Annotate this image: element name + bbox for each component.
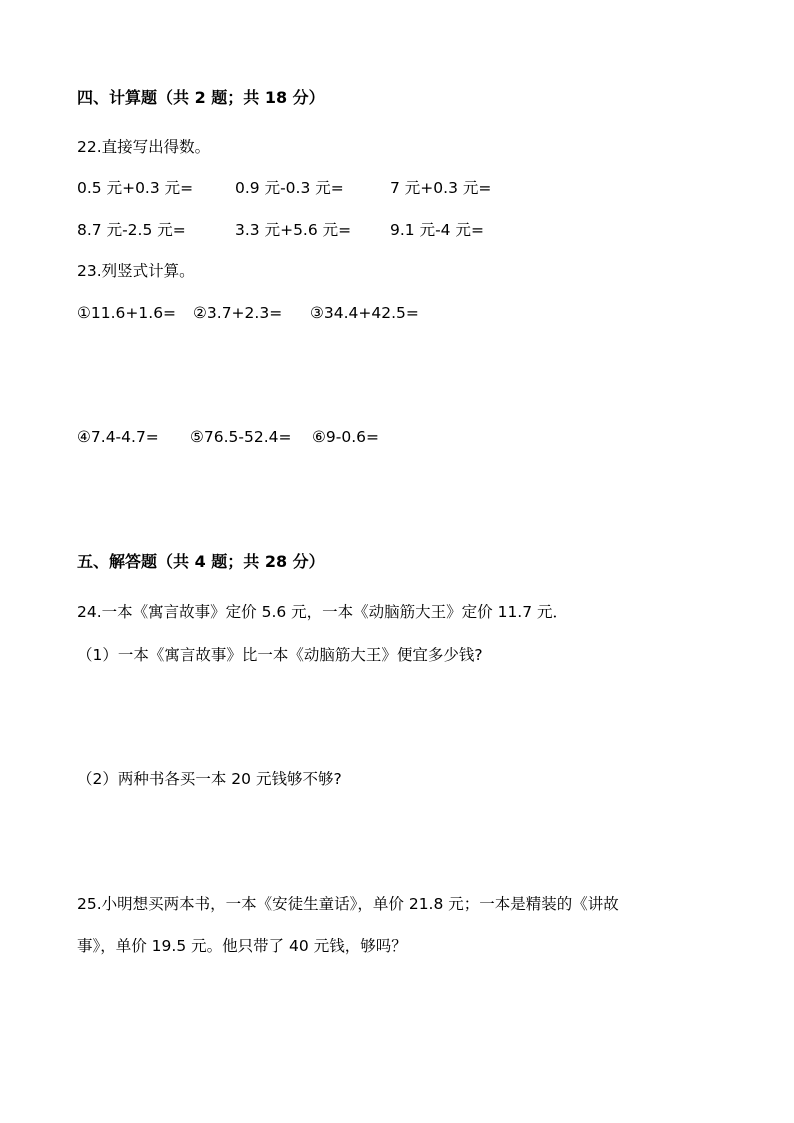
- section-5-heading: 五、解答题（共 4 题；共 28 分）: [77, 552, 325, 571]
- q23-item-5: [190, 426, 292, 448]
- q23-expression: 11.6+1.6=: [90, 304, 177, 322]
- q22-item-1: 0.5 元+0.3 元=: [77, 179, 194, 197]
- circled-number: ⑤: [190, 428, 204, 446]
- q22-item-5: 3.3 元+5.6 元=: [235, 221, 352, 239]
- section-4-heading: 四、计算题（共 2 题；共 18 分）: [77, 88, 325, 107]
- question-25-line-2: 事》，单价 19.5 元。他只带了 40 元钱，够吗？: [77, 937, 407, 955]
- question-25-line-1: 25.小明想买两本书，一本《安徒生童话》，单价 21.8 元；一本是精装的《讲故: [77, 895, 619, 913]
- q23-expression: 3.7+2.3=: [206, 304, 283, 322]
- question-24-prompt: 24.一本《寓言故事》定价 5.6 元，一本《动脑筋大王》定价 11.7 元．: [77, 603, 569, 621]
- circled-number: ③: [310, 304, 324, 322]
- q23-expression: 7.4-4.7=: [90, 428, 159, 446]
- circled-number: ④: [77, 428, 91, 446]
- q22-item-4: 8.7 元-2.5 元=: [77, 221, 186, 239]
- circled-number: ①: [77, 304, 91, 322]
- q23-item-1: [77, 302, 176, 324]
- q23-item-2: [193, 302, 282, 324]
- q22-item-3: 7 元+0.3 元=: [390, 179, 492, 197]
- q23-item-6: [312, 426, 379, 448]
- q22-item-6: 9.1 元-4 元=: [390, 221, 484, 239]
- question-24-part-1: （1）一本《寓言故事》比一本《动脑筋大王》便宜多少钱?: [77, 646, 483, 664]
- question-22-prompt: 22.直接写出得数。: [77, 138, 211, 156]
- question-24-part-2: （2）两种书各买一本 20 元钱够不够?: [77, 770, 342, 788]
- q22-item-2: 0.9 元-0.3 元=: [235, 179, 344, 197]
- circled-number: ⑥: [312, 428, 326, 446]
- q23-item-3: [310, 302, 419, 324]
- question-23-prompt: 23.列竖式计算。: [77, 262, 195, 280]
- q23-expression: 9-0.6=: [325, 428, 379, 446]
- q23-item-4: [77, 426, 159, 448]
- circled-number: ②: [193, 304, 207, 322]
- q23-expression: 34.4+42.5=: [323, 304, 419, 322]
- q23-expression: 76.5-52.4=: [203, 428, 292, 446]
